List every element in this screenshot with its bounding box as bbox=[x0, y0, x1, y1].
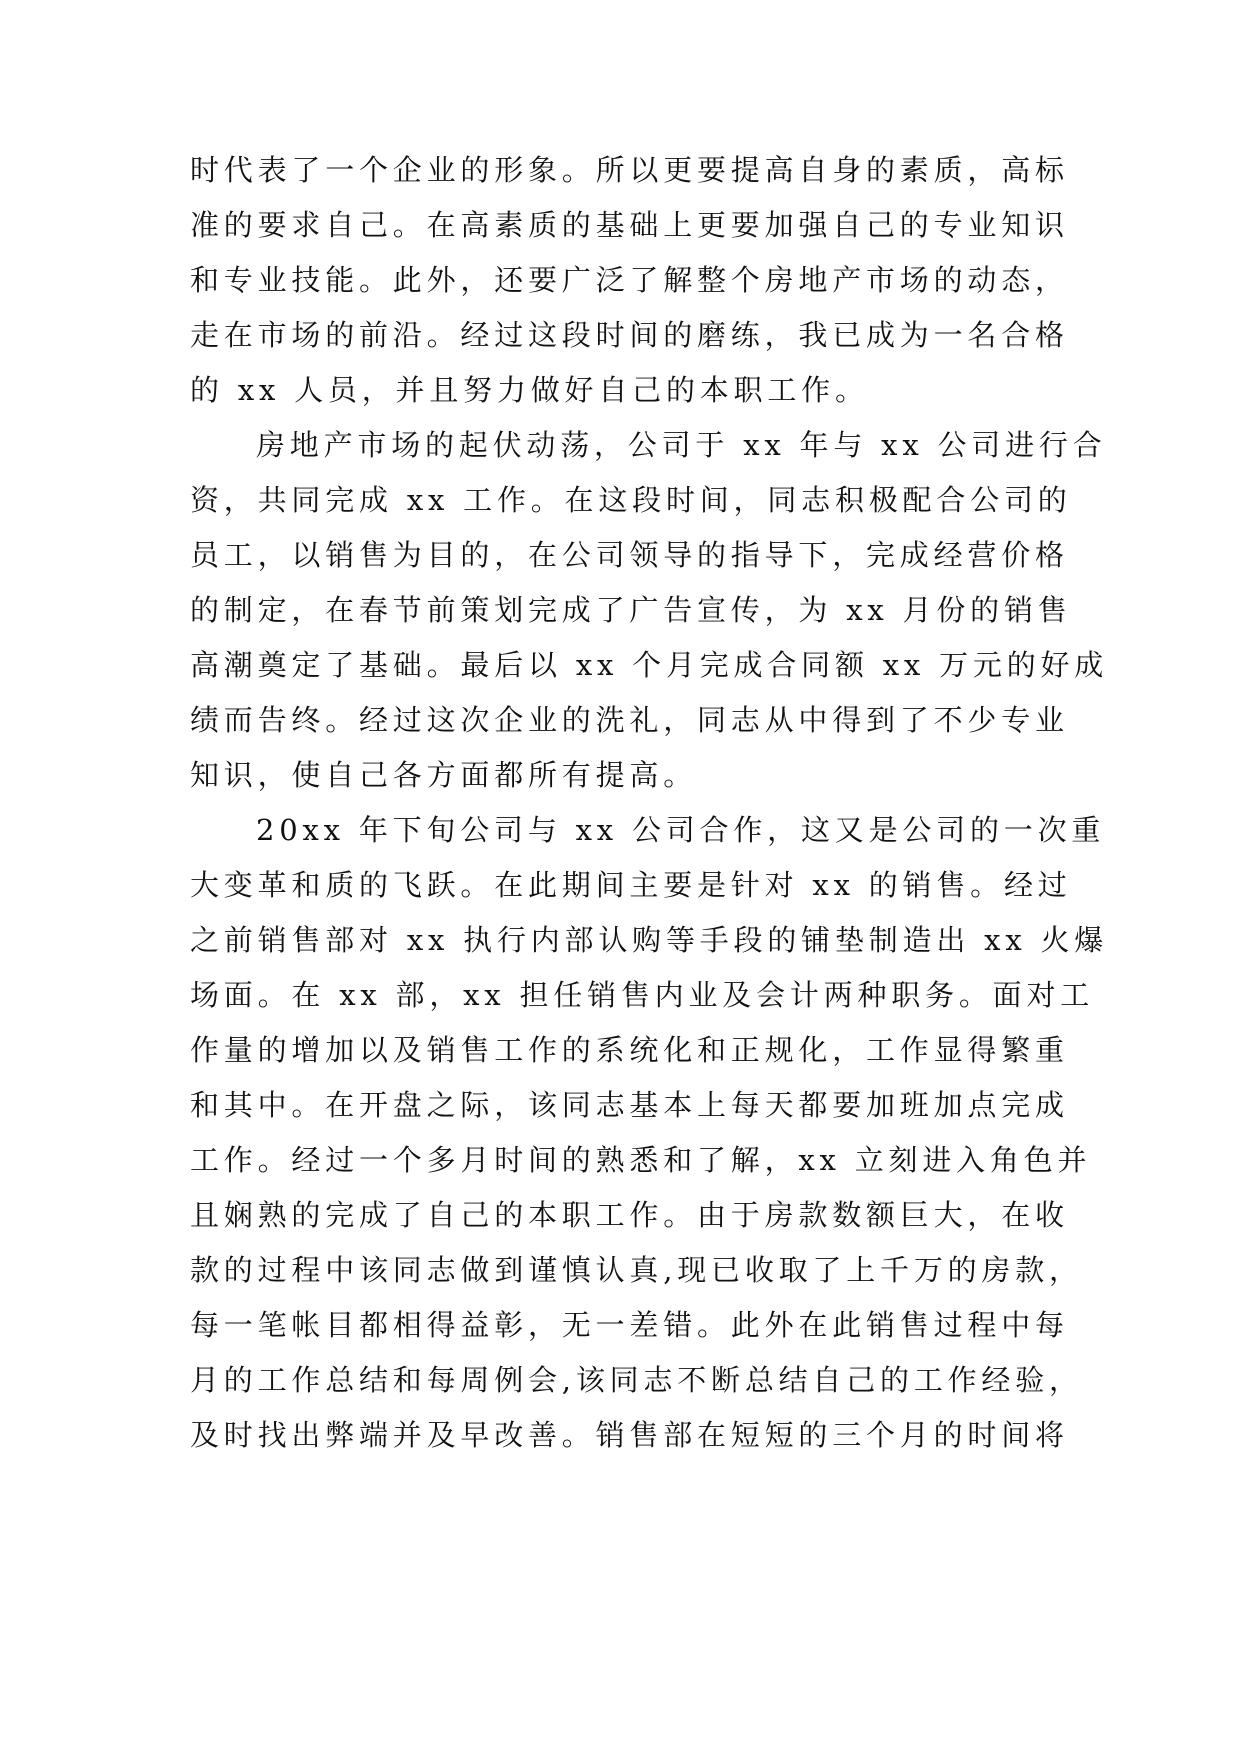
paragraph-2-line-7: 知识，使自己各方面都所有提高。 bbox=[190, 758, 698, 792]
paragraph-3-line-3: 之前销售部对 xx 执行内部认购等手段的铺垫制造出 xx 火爆 bbox=[190, 923, 1109, 957]
paragraph-2-line-6: 绩而告终。经过这次企业的洗礼，同志从中得到了不少专业 bbox=[190, 703, 1069, 737]
paragraph-2-line-5: 高潮奠定了基础。最后以 xx 个月完成合同额 xx 万元的好成 bbox=[190, 648, 1109, 682]
paragraph-3-line-10: 每一笔帐目都相得益彰，无一差错。此外在此销售过程中每 bbox=[190, 1308, 1069, 1342]
paragraph-1-line-1: 时代表了一个企业的形象。所以更要提高自身的素质，高标 bbox=[190, 153, 1069, 187]
paragraph-1-line-2: 准的要求自己。在高素质的基础上更要加强自己的专业知识 bbox=[190, 208, 1069, 242]
paragraph-3-line-9: 款的过程中该同志做到谨慎认真,现已收取了上千万的房款， bbox=[190, 1253, 1083, 1287]
paragraph-3-line-2: 大变革和质的飞跃。在此期间主要是针对 xx 的销售。经过 bbox=[190, 868, 1072, 902]
paragraph-3-line-8: 且娴熟的完成了自己的本职工作。由于房款数额巨大，在收 bbox=[190, 1198, 1069, 1232]
paragraph-3-line-4: 场面。在 xx 部，xx 担任销售内业及会计两种职务。面对工 bbox=[190, 978, 1095, 1012]
paragraph-1-line-5: 的 xx 人员，并且努力做好自己的本职工作。 bbox=[190, 373, 869, 407]
paragraph-3-line-7: 工作。经过一个多月时间的熟悉和了解，xx 立刻进入角色并 bbox=[190, 1143, 1092, 1177]
paragraph-1-line-4: 走在市场的前沿。经过这段时间的磨练，我已成为一名合格 bbox=[190, 318, 1069, 352]
paragraph-3-line-11: 月的工作总结和每周例会,该同志不断总结自己的工作经验， bbox=[190, 1363, 1083, 1397]
paragraph-3-line-6: 和其中。在开盘之际，该同志基本上每天都要加班加点完成 bbox=[190, 1088, 1069, 1122]
paragraph-2-line-2: 资，共同完成 xx 工作。在这段时间，同志积极配合公司的 bbox=[190, 483, 1072, 517]
paragraph-3-line-5: 作量的增加以及销售工作的系统化和正规化，工作显得繁重 bbox=[190, 1033, 1069, 1067]
paragraph-2-line-4: 的制定，在春节前策划完成了广告宣传，为 xx 月份的销售 bbox=[190, 593, 1072, 627]
paragraph-3-line-12: 及时找出弊端并及早改善。销售部在短短的三个月的时间将 bbox=[190, 1418, 1069, 1452]
paragraph-3-line-1: 20xx 年下旬公司与 xx 公司合作，这又是公司的一次重 bbox=[256, 813, 1106, 847]
paragraph-2-line-3: 员工，以销售为目的，在公司领导的指导下，完成经营价格 bbox=[190, 538, 1069, 572]
paragraph-2-line-1: 房地产市场的起伏动荡，公司于 xx 年与 xx 公司进行合 bbox=[256, 428, 1107, 462]
paragraph-1-line-3: 和专业技能。此外，还要广泛了解整个房地产市场的动态， bbox=[190, 263, 1069, 297]
